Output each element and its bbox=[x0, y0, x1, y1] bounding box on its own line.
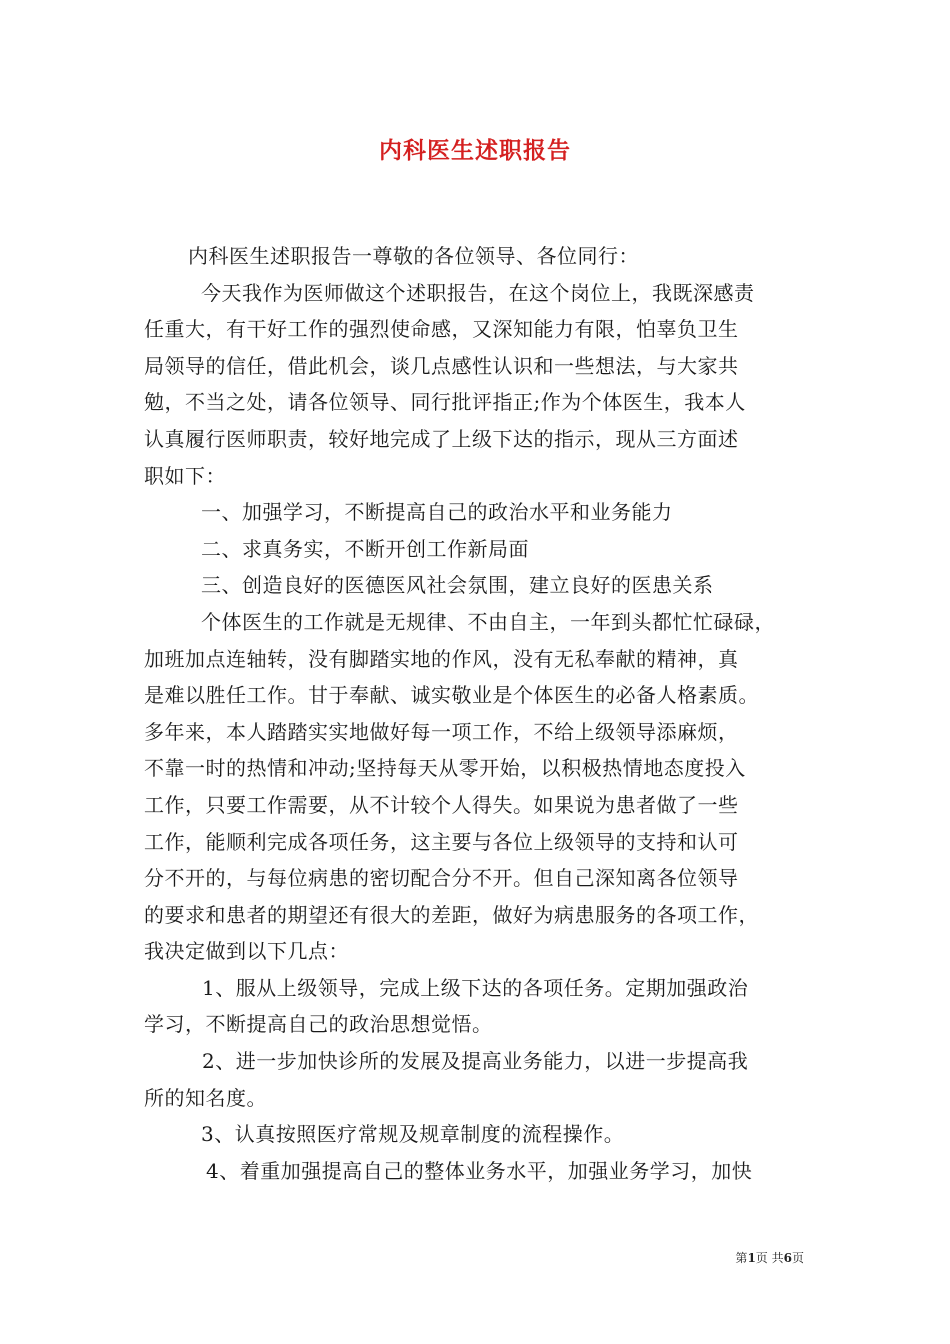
salutation-line: 内科医生述职报告一尊敬的各位领导、各位同行： bbox=[188, 244, 639, 268]
body-line: 的要求和患者的期望还有很大的差距，做好为病患服务的各项工作， bbox=[144, 902, 759, 927]
list-item-1-cont: 学习，不断提高自己的政治思想觉悟。 bbox=[144, 1012, 493, 1037]
section-heading-3: 三、创造良好的医德医风社会氛围，建立良好的医患关系 bbox=[201, 573, 714, 598]
footer-prefix: 第 bbox=[735, 1251, 748, 1265]
body-line: 加班加点连轴转，没有脚踏实地的作风，没有无私奉献的精神，真 bbox=[144, 646, 739, 671]
body-line: 多年来，本人踏踏实实地做好每一项工作，不给上级领导添麻烦， bbox=[144, 719, 739, 744]
body-line: 是难以胜任工作。甘于奉献、诚实敬业是个体医生的必备人格素质。 bbox=[144, 683, 759, 708]
body-line: 不靠一时的热情和冲动;坚持每天从零开始，以积极热情地态度投入 bbox=[144, 756, 746, 781]
list-item-1: 1、服从上级领导，完成上级下达的各项任务。定期加强政治 bbox=[202, 975, 749, 1000]
footer-suffix: 页 bbox=[791, 1251, 804, 1265]
body-line: 任重大，有干好工作的强烈使命感，又深知能力有限，怕辜负卫生 bbox=[144, 317, 739, 342]
footer-current-page: 1 bbox=[747, 1251, 756, 1265]
page-title: 内科医生述职报告 bbox=[379, 137, 571, 164]
footer-total-pages: 6 bbox=[783, 1251, 792, 1265]
page-footer bbox=[735, 1249, 804, 1266]
list-item-4: 4、着重加强提高自己的整体业务水平，加强业务学习，加快 bbox=[206, 1158, 753, 1183]
body-line: 职如下： bbox=[144, 463, 226, 488]
body-line: 今天我作为医师做这个述职报告，在这个岗位上，我既深感责 bbox=[201, 280, 755, 305]
body-line: 我决定做到以下几点： bbox=[144, 939, 349, 964]
footer-middle: 页 共 bbox=[755, 1251, 784, 1265]
body-line: 分不开的，与每位病患的密切配合分不开。但自己深知离各位领导 bbox=[144, 866, 739, 891]
body-line: 认真履行医师职责，较好地完成了上级下达的指示，现从三方面述 bbox=[144, 426, 739, 451]
list-item-2-cont: 所的知名度。 bbox=[144, 1085, 267, 1110]
body-line: 工作，能顺利完成各项任务，这主要与各位上级领导的支持和认可 bbox=[144, 829, 739, 854]
body-line: 局领导的信任，借此机会，谈几点感性认识和一些想法，与大家共 bbox=[144, 353, 739, 378]
body-line: 勉，不当之处，请各位领导、同行批评指正;作为个体医生，我本人 bbox=[144, 390, 746, 415]
body-line: 工作，只要工作需要，从不计较个人得失。如果说为患者做了一些 bbox=[144, 792, 739, 817]
document-body bbox=[144, 238, 824, 1189]
section-heading-1: 一、加强学习，不断提高自己的政治水平和业务能力 bbox=[201, 500, 673, 525]
list-item-2: 2、进一步加快诊所的发展及提高业务能力，以进一步提高我 bbox=[202, 1049, 749, 1074]
section-heading-2: 二、求真务实，不断开创工作新局面 bbox=[201, 536, 529, 561]
body-line: 个体医生的工作就是无规律、不由自主，一年到头都忙忙碌碌， bbox=[201, 609, 775, 634]
list-item-3: 3、认真按照医疗常规及规章制度的流程操作。 bbox=[201, 1122, 625, 1147]
